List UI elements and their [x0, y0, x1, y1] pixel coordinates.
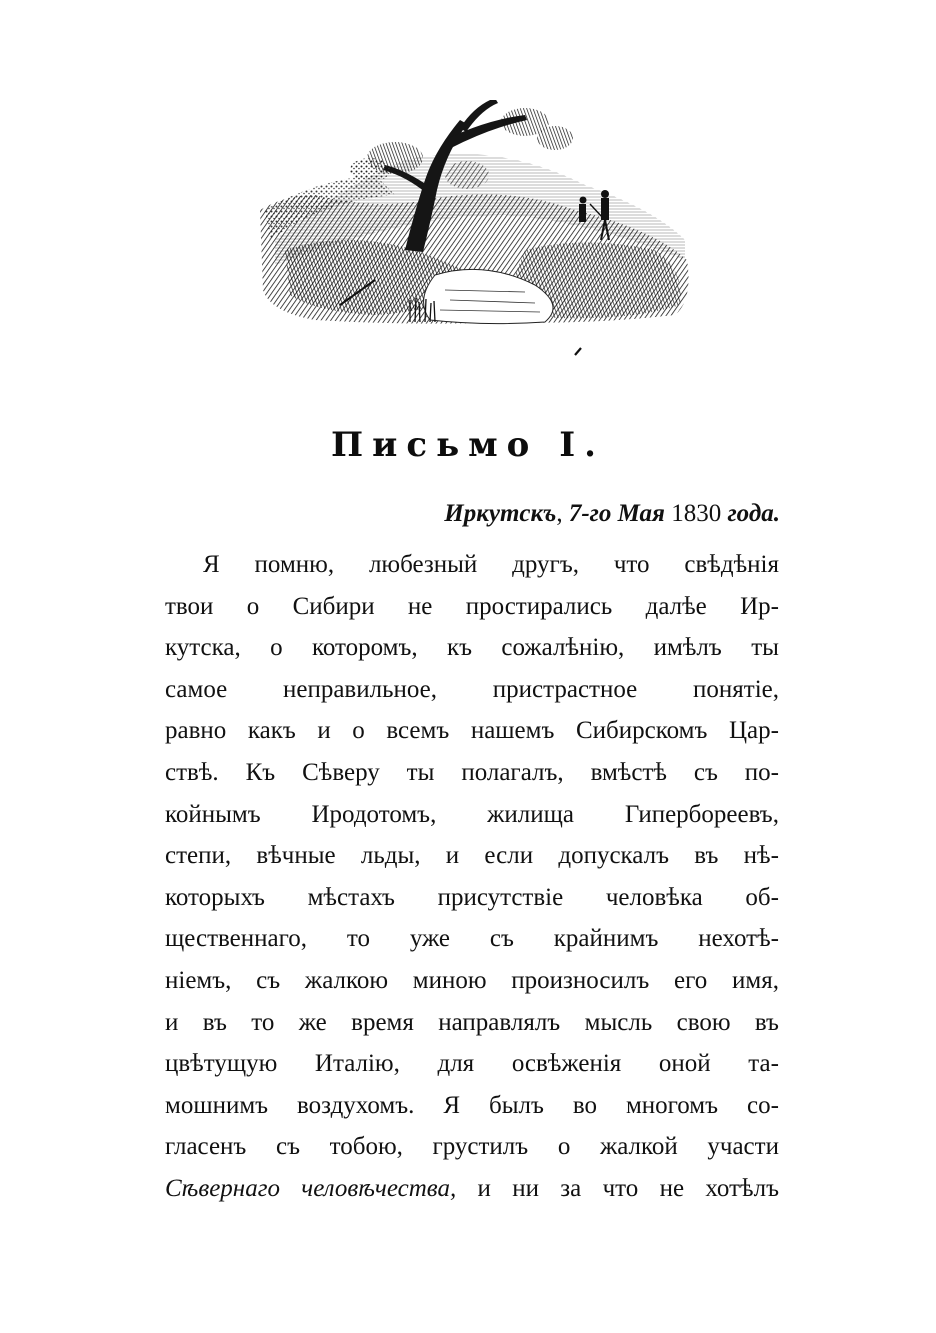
text-line: [165, 918, 779, 960]
word: оной: [658, 1050, 711, 1078]
text-line: [165, 586, 779, 628]
word: миною: [412, 966, 487, 994]
word: время: [351, 1008, 414, 1036]
word: какъ: [247, 717, 296, 745]
word: о: [352, 717, 365, 745]
word: степи,: [165, 842, 232, 870]
dateline-month: Мая: [617, 500, 665, 527]
engraved-landscape-vignette: [255, 100, 695, 362]
word: и: [477, 1174, 491, 1202]
word: пристрастное: [492, 675, 638, 703]
word: что: [602, 1174, 639, 1202]
word: которыхъ: [165, 883, 265, 911]
word: Иродотомъ,: [311, 800, 437, 828]
word: мошнимъ: [165, 1091, 269, 1119]
word: всемъ: [386, 717, 450, 745]
dateline-separator: ,: [556, 500, 563, 527]
word: съ: [256, 966, 281, 994]
word: мѣстахъ: [307, 883, 395, 911]
word: въ: [202, 1008, 227, 1036]
word: то: [346, 925, 370, 953]
word: ни: [512, 1174, 539, 1202]
word: твои: [165, 592, 214, 620]
dateline-place: Иркутскъ: [444, 500, 557, 527]
letter-body: [165, 544, 779, 1210]
word: направлялъ: [438, 1008, 561, 1036]
word: Къ: [245, 758, 276, 786]
word: же: [298, 1008, 327, 1036]
word: жалкой: [599, 1133, 678, 1161]
word: многомъ: [625, 1091, 719, 1119]
word: вѣчные: [256, 842, 336, 870]
text-line: [165, 1168, 779, 1210]
word: и: [317, 717, 331, 745]
word: Гипербореевъ,: [624, 800, 779, 828]
word: имѣлъ: [653, 634, 722, 662]
word: что: [613, 551, 650, 578]
word: то: [251, 1008, 275, 1036]
text-line: [165, 627, 779, 669]
word: Сибири: [292, 592, 375, 620]
word: ніемъ,: [165, 966, 232, 994]
word: о: [270, 634, 283, 662]
word: его: [674, 966, 708, 994]
dateline-day: 7-го: [568, 500, 612, 527]
word: понятіе,: [693, 675, 779, 703]
word: которомъ,: [311, 634, 418, 662]
dateline-year-word: года.: [727, 500, 780, 527]
word: другъ,: [512, 551, 579, 578]
word: Италію,: [314, 1050, 400, 1078]
word: кутска,: [165, 634, 241, 662]
letter-heading: Письмо I.: [331, 425, 605, 465]
text-line: [165, 669, 779, 711]
word: въ: [754, 1008, 779, 1036]
word: со-: [747, 1091, 779, 1119]
word: о: [557, 1133, 571, 1161]
dateline-year: 1830: [671, 500, 722, 527]
word: о: [246, 592, 260, 620]
word: простирались: [465, 592, 613, 620]
word: сожалѣнію,: [501, 634, 625, 662]
word: если: [484, 842, 534, 870]
word: свѣдѣнія: [684, 551, 779, 578]
word: произносилъ: [511, 966, 650, 994]
text-line: [165, 877, 779, 919]
word: льды,: [360, 842, 421, 870]
word: съ: [489, 925, 514, 953]
word: далѣе: [645, 592, 707, 620]
word: койнымъ: [165, 800, 261, 828]
word: Я: [203, 551, 220, 578]
word: полагалъ,: [461, 758, 564, 786]
text-line: [165, 835, 779, 877]
word: об-: [745, 883, 779, 911]
word: и: [445, 842, 460, 870]
word: тобою,: [329, 1133, 403, 1161]
text-line: [165, 1002, 779, 1044]
word: съ: [275, 1133, 301, 1161]
word: грустилъ: [432, 1133, 529, 1161]
word: ствѣ.: [165, 758, 219, 786]
word: неправильное,: [282, 675, 438, 703]
word: уже: [409, 925, 451, 953]
dateline: [160, 496, 780, 532]
word: съ: [693, 758, 718, 786]
word: за: [560, 1174, 582, 1202]
word: жилища: [487, 800, 575, 828]
word: къ: [446, 634, 473, 662]
word: не: [659, 1174, 685, 1202]
word: Сибирскомъ: [575, 717, 708, 745]
word: освѣженія: [511, 1050, 622, 1078]
word: во: [572, 1091, 597, 1119]
word: нѣ-: [743, 842, 779, 870]
word: ты: [751, 634, 779, 662]
word: любезный: [368, 551, 478, 578]
word: крайнимъ: [553, 925, 659, 953]
word: нехотѣ-: [698, 925, 779, 953]
word: та-: [748, 1050, 779, 1078]
word: вмѣстѣ: [590, 758, 667, 786]
text-line: [165, 752, 779, 794]
word: въ: [694, 842, 719, 870]
word: имя,: [732, 966, 779, 994]
word: свою: [676, 1008, 731, 1036]
text-line: [165, 1126, 779, 1168]
word: Цар-: [728, 717, 779, 745]
word: Я: [443, 1091, 461, 1119]
text-line: [165, 1085, 779, 1127]
word: помню,: [254, 551, 335, 578]
word: цвѣтущую: [165, 1050, 278, 1078]
word: не: [407, 592, 433, 620]
word: равно: [165, 717, 227, 745]
word: участи: [707, 1133, 779, 1161]
word: былъ: [488, 1091, 544, 1119]
word: нашемъ: [470, 717, 555, 745]
word: Ир-: [740, 592, 779, 620]
text-line: [165, 794, 779, 836]
text-line: [165, 960, 779, 1002]
text-line: [165, 710, 779, 752]
word: по-: [744, 758, 779, 786]
word: воздухомъ.: [297, 1091, 415, 1119]
word: самое: [165, 675, 228, 703]
word: человѣчества,: [301, 1174, 457, 1202]
word: ты: [406, 758, 435, 786]
word: для: [437, 1050, 475, 1078]
word: допускалъ: [558, 842, 670, 870]
word: жалкою: [304, 966, 389, 994]
text-line: [165, 544, 779, 586]
word: Сѣвернаго: [165, 1174, 280, 1202]
word: Сѣверу: [302, 758, 380, 786]
word: и: [165, 1008, 179, 1036]
word: хотѣлъ: [705, 1174, 779, 1202]
word: гласенъ: [165, 1133, 247, 1161]
word: присутствіе: [437, 883, 564, 911]
word: человѣка: [605, 883, 703, 911]
word: мысль: [584, 1008, 653, 1036]
text-line: [165, 1043, 779, 1085]
word: щественнаго,: [165, 925, 307, 953]
